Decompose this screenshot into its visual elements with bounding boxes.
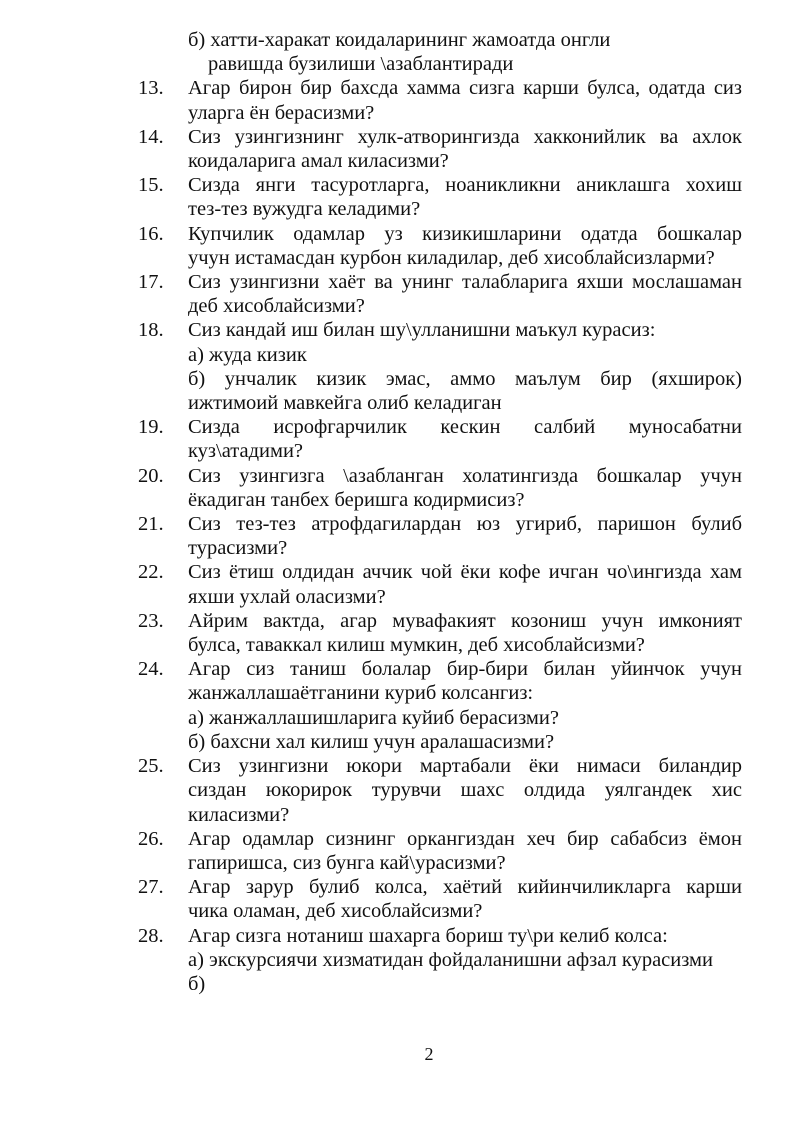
question-line: б) унчалик кизик эмас, аммо маълум бир (яхширок)	[188, 367, 742, 390]
question-line: сиздан юкорирок турувчи шахс олдида уялгандек хис	[188, 779, 742, 802]
question-line: Сиз узингизнинг хулк-атворингизда хакконийлик ва ахлок	[188, 125, 742, 148]
question-text	[188, 222, 742, 270]
question-line: б) бахсни хал килиш учун аралашасизми?	[188, 730, 555, 753]
question-number: 26.	[138, 827, 164, 850]
question-line: чика оламан, деб хисоблайсизми?	[188, 900, 483, 923]
question-text	[188, 560, 742, 608]
question-item	[138, 415, 742, 463]
items-container	[138, 76, 742, 996]
question-item	[138, 512, 742, 560]
question-item	[138, 924, 742, 997]
question-item	[138, 560, 742, 608]
continuation-line: равишда бузилиши \азаблантиради	[208, 53, 514, 76]
question-line: Сиз узингизга \азабланган холатингизда бошкалар учун	[188, 464, 742, 487]
question-item	[138, 270, 742, 318]
question-number: 25.	[138, 755, 164, 778]
question-number: 22.	[138, 561, 164, 584]
question-item	[138, 318, 742, 415]
question-item	[138, 222, 742, 270]
question-item	[138, 754, 742, 827]
question-item	[138, 657, 742, 754]
question-line: Купчилик одамлар уз кизикишларини одатда бошкалар	[188, 222, 742, 245]
question-list	[138, 28, 742, 996]
question-text	[188, 76, 742, 124]
question-line: а) жанжаллашишларига куйиб берасизми?	[188, 706, 559, 729]
question-number: 23.	[138, 609, 164, 632]
question-text	[188, 657, 742, 754]
question-line: учун истамасдан курбон киладилар, деб хисоблайсизларми?	[188, 246, 715, 269]
question-line: Сизда исрофгарчилик кескин салбий муносабатни	[188, 416, 742, 439]
question-text	[188, 173, 742, 221]
question-item	[138, 173, 742, 221]
question-number: 28.	[138, 924, 164, 947]
question-line: уларга ён берасизми?	[188, 101, 375, 124]
question-line: Сиз узингизни юкори мартабали ёки нимаси биландир	[188, 755, 742, 778]
question-line: гапиришса, сиз бунга кай\урасизми?	[188, 851, 506, 874]
question-item	[138, 76, 742, 124]
question-line: Сиз ётиш олдидан аччик чой ёки кофе ичган чо\ингизда хам	[188, 561, 742, 584]
question-line: киласизми?	[188, 803, 290, 826]
question-number: 13.	[138, 77, 164, 100]
question-line: куз\атадими?	[188, 440, 304, 463]
question-line: Сиз кандай иш билан шу\улланишни маъкул курасиз:	[188, 319, 656, 342]
question-item	[138, 875, 742, 923]
question-line: Сиз тез-тез атрофдагилардан юз угириб, паришон булиб	[188, 513, 742, 536]
question-line: ёкадиган танбех беришга кодирмисиз?	[188, 488, 525, 511]
question-line: Агар бирон бир бахсда хамма сизга карши булса, одатда сиз	[188, 77, 742, 100]
question-line: ижтимоий мавкейга олиб келадиган	[188, 392, 502, 415]
question-item	[138, 125, 742, 173]
page-number: 2	[424, 1044, 434, 1064]
question-number: 19.	[138, 416, 164, 439]
question-line: Сизда янги тасуротларга, ноаникликни аниклашга хохиш	[188, 174, 742, 197]
question-line: яхши ухлай оласизми?	[188, 585, 386, 608]
question-text	[188, 125, 742, 173]
question-line: деб хисоблайсизми?	[188, 295, 365, 318]
question-line: турасизми?	[188, 537, 288, 560]
question-line: булса, таваккал килиш мумкин, деб хисоблайсизми?	[188, 634, 645, 657]
question-item	[138, 609, 742, 657]
question-number: 15.	[138, 174, 164, 197]
question-number: 16.	[138, 222, 164, 245]
question-line: Агар зарур булиб колса, хаётий кийинчиликларга карши	[188, 876, 742, 899]
question-line: а) экскурсиячи хизматидан фойдаланишни афзал курасизми	[188, 948, 713, 971]
question-number: 18.	[138, 319, 164, 342]
question-text	[188, 754, 742, 827]
question-number: 14.	[138, 125, 164, 148]
question-text	[188, 827, 742, 875]
question-text	[188, 464, 742, 512]
question-number: 20.	[138, 464, 164, 487]
question-text	[188, 415, 742, 463]
question-line: Айрим вактда, агар мувафакият козониш учун имконият	[188, 609, 742, 632]
question-line: коидаларига амал киласизми?	[188, 150, 449, 173]
question-text	[188, 609, 742, 657]
question-line: а) жуда кизик	[188, 343, 307, 366]
question-line: тез-тез вужудга келадими?	[188, 198, 421, 221]
question-text	[188, 512, 742, 560]
continuation-line: б) хатти-харакат коидаларининг жамоатда онгли	[188, 29, 611, 51]
question-text	[188, 318, 742, 415]
question-line: жанжаллашаётганини куриб колсангиз:	[188, 682, 534, 705]
question-line: Сиз узингизни хаёт ва унинг талабларига яхши мослашаман	[188, 271, 742, 294]
question-line: Агар сиз таниш болалар бир-бири билан уйинчок учун	[188, 658, 742, 681]
question-line: Агар сизга нотаниш шахарга бориш ту\ри келиб колса:	[188, 924, 668, 947]
question-item	[138, 827, 742, 875]
question-number: 24.	[138, 658, 164, 681]
question-number: 21.	[138, 513, 164, 536]
question-line: Агар одамлар сизнинг оркангиздан хеч бир сабабсиз ёмон	[188, 827, 742, 850]
question-text	[188, 924, 742, 997]
question-item	[138, 464, 742, 512]
question-text	[188, 875, 742, 923]
question-number: 17.	[138, 271, 164, 294]
question-text	[188, 270, 742, 318]
question-number: 27.	[138, 876, 164, 899]
question-line: б)	[188, 972, 206, 995]
